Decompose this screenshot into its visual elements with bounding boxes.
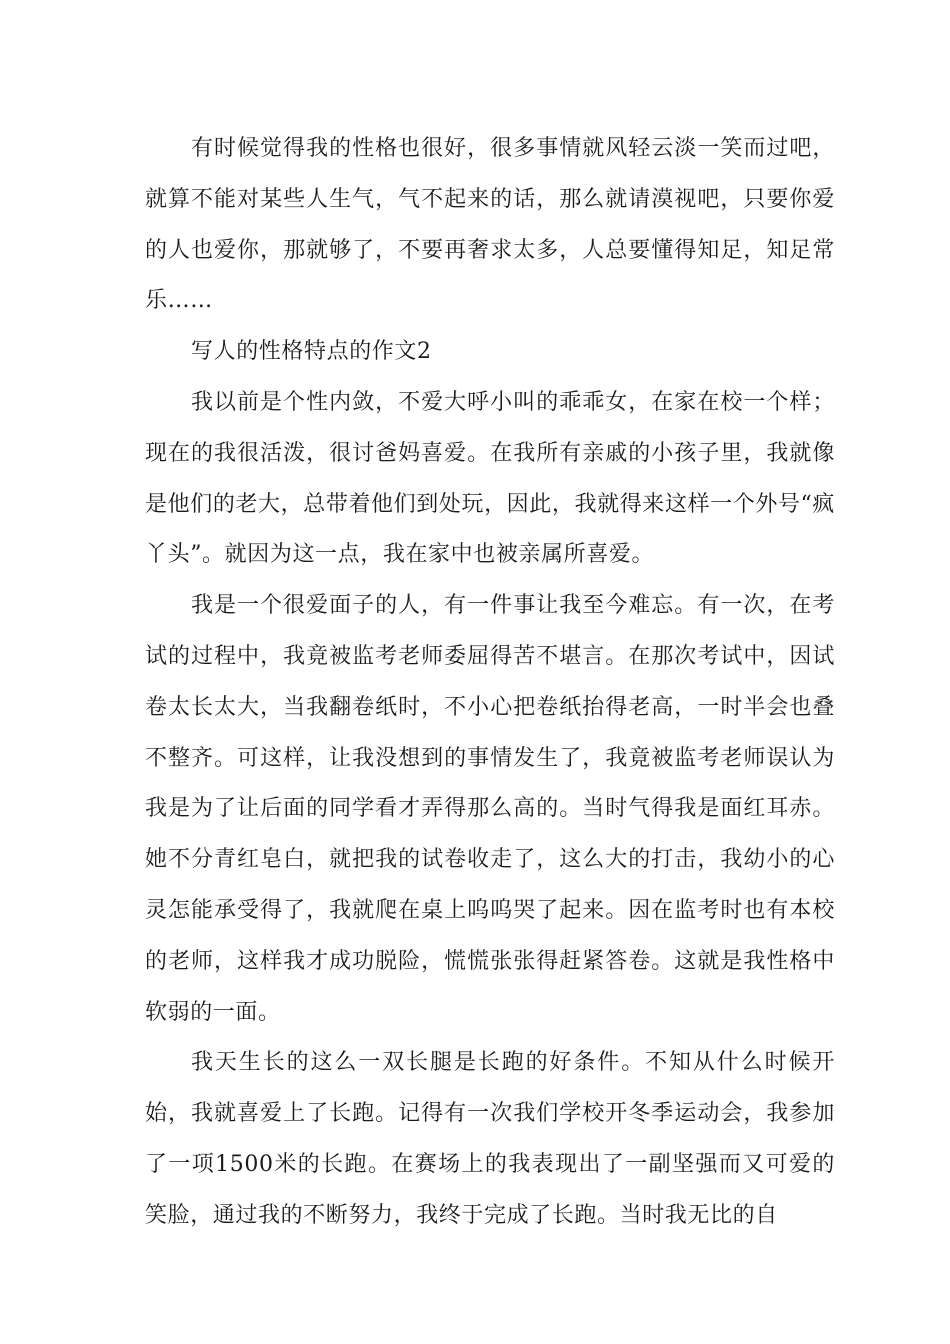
article-body [145, 124, 835, 1242]
paragraph-3: 我是一个很爱面子的人，有一件事让我至今难忘。有一次，在考试的过程中，我竟被监考老师委屈得苦不堪言。在那次考试中，因试卷太长太大，当我翻卷纸时，不小心把卷纸抬得老高，一时半会也叠不整齐。可这样，让我没想到的事情发生了，我竟被监考老师误认为我是为了让后面的同学看才弄得那么高的。当时气得我是面红耳赤。她不分青红皂白，就把我的试卷收走了，这么大的打击，我幼小的心灵怎能承受得了，我就爬在桌上呜呜哭了起来。因在监考时也有本校的老师，这样我才成功脱险，慌慌张张得赶紧答卷。这就是我性格中软弱的一面。 [145, 593, 835, 1025]
paragraph-1: 有时候觉得我的性格也很好，很多事情就风轻云淡一笑而过吧，就算不能对某些人生气，气不起来的话，那么就请漠视吧，只要你爱的人也爱你，那就够了，不要再奢求太多，人总要懂得知足，知足常乐…… [145, 136, 835, 314]
paragraph-2: 我以前是个性内敛，不爱大呼小叫的乖乖女，在家在校一个样；现在的我很活泼，很讨爸妈喜爱。在我所有亲戚的小孩子里，我就像是他们的老大，总带着他们到处玩，因此，我就得来这样一个外号“疯丫头”。就因为这一点，我在家中也被亲属所喜爱。 [145, 389, 835, 568]
essay-subtitle: 写人的性格特点的作文2 [191, 339, 432, 365]
paragraph-4: 我天生长的这么一双长腿是长跑的好条件。不知从什么时候开始，我就喜爱上了长跑。记得有一次我们学校开冬季运动会，我参加了一项1500米的长跑。在赛场上的我表现出了一副坚强而又可爱的笑脸，通过我的不断努力，我终于完成了长跑。当时我无比的自 [145, 1050, 835, 1228]
